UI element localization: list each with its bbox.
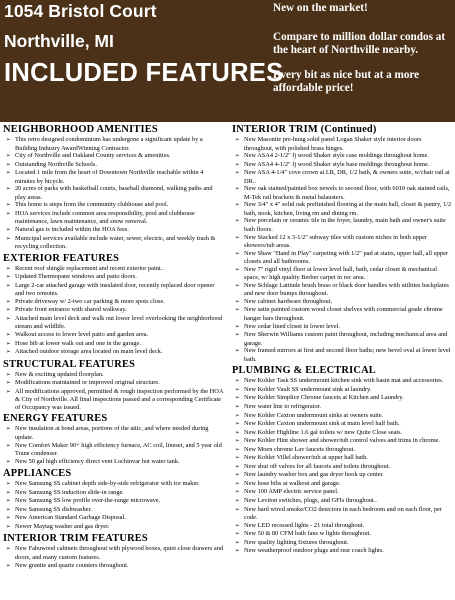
feature-item (232, 185, 452, 201)
feature-item (3, 562, 224, 571)
arrow-bullet-icon: ➢ (235, 548, 240, 555)
feature-item (232, 136, 452, 152)
arrow-bullet-icon: ➢ (235, 489, 240, 496)
feature-text: Private front entrance with shared walkway. (15, 306, 127, 314)
arrow-bullet-icon: ➢ (6, 523, 11, 530)
arrow-bullet-icon: ➢ (235, 307, 240, 314)
feature-text: New oak stained/painted box newels to second floor, with 6010 oak stained rails, M-Tek rail brackets & metal balausters. (244, 185, 450, 201)
feature-item (3, 523, 224, 532)
feature-text: New weatherproof outdoor plugs and rear coach lights. (244, 547, 384, 555)
header-banner (0, 0, 455, 122)
feature-item (3, 273, 224, 282)
arrow-bullet-icon: ➢ (235, 298, 240, 305)
feature-text: New LED recessed lights - 21 total throughout. (244, 521, 365, 529)
feature-text: New Sherwin Williams custom paint throughout, including mechanical area and garage. (244, 331, 448, 347)
arrow-bullet-icon: ➢ (235, 472, 240, 479)
arrow-bullet-icon: ➢ (6, 315, 11, 322)
feature-item (232, 403, 452, 412)
feature-text: New 50 & 80 CFM bath fans w lights throughout. (244, 530, 371, 538)
feature-text: Attached outdoor storage area located on main level deck. (15, 348, 163, 356)
feature-item (232, 298, 452, 307)
feature-text: Natural gas is included within the HOA fees. (15, 226, 129, 234)
feature-list (3, 371, 224, 412)
arrow-bullet-icon: ➢ (235, 446, 240, 453)
feature-text: New 50 gal high efficiency direct vent Lochinvar hot water tank. (15, 457, 180, 465)
arrow-bullet-icon: ➢ (235, 539, 240, 546)
arrow-bullet-icon: ➢ (6, 161, 11, 168)
feature-text: New hose bibs at walkout and garage. (244, 479, 341, 487)
feature-item (232, 530, 452, 539)
tagline-compare: Compare to million dollar condos at the heart of Northville nearby. (273, 31, 446, 56)
feature-text: City of Northville and Oakland County services & amenities. (15, 152, 171, 160)
feature-item (232, 446, 452, 455)
arrow-bullet-icon: ➢ (235, 480, 240, 487)
feature-item (232, 306, 452, 322)
feature-item (232, 386, 452, 395)
feature-item (3, 514, 224, 523)
arrow-bullet-icon: ➢ (6, 481, 11, 488)
feature-text: New Samsung SS low profile over-the-range microwave. (15, 497, 161, 505)
feature-text: Municipal services available include water, sewer, electric, and weekly trash & recycling collection. (15, 234, 216, 251)
arrow-bullet-icon: ➢ (6, 186, 11, 193)
feature-item (3, 315, 224, 331)
feature-item (3, 506, 224, 515)
feature-text: Located 1 mile from the heart of Downtown Northville reachable within 4 minutes by bicycle. (15, 169, 204, 185)
feature-item (232, 161, 452, 170)
address-line-2: Northville, MI (4, 31, 114, 51)
arrow-bullet-icon: ➢ (6, 340, 11, 347)
arrow-bullet-icon: ➢ (6, 153, 11, 160)
arrow-bullet-icon: ➢ (235, 153, 240, 160)
feature-item (3, 331, 224, 340)
feature-item (232, 394, 452, 403)
feature-text: Outstanding Northville Schools. (15, 160, 97, 168)
feature-item (232, 234, 452, 250)
arrow-bullet-icon: ➢ (235, 332, 240, 339)
feature-text: New quality lighting fixtures throughout. (244, 538, 349, 546)
arrow-bullet-icon: ➢ (6, 170, 11, 177)
arrow-bullet-icon: ➢ (6, 458, 11, 465)
feature-text: Hose bib at lower walk out and one in the garage. (15, 339, 141, 347)
arrow-bullet-icon: ➢ (235, 218, 240, 225)
feature-text: Newer Maytag washer and gas dryer. (15, 522, 110, 530)
feature-item (232, 471, 452, 480)
feature-list (3, 425, 224, 466)
feature-text: New Kohler Caxton undermount sinks at owners suite. (244, 411, 384, 419)
section-heading-exterior-features: EXTERIOR FEATURES (3, 252, 120, 264)
feature-text: New framed mirrors at first and second floor baths; new bevel oval at lower level bath. (244, 347, 451, 363)
feature-list (3, 480, 224, 531)
arrow-bullet-icon: ➢ (6, 227, 11, 234)
feature-item (232, 437, 452, 446)
feature-text: New Kohler Hint shower and shower/tub control valves and trims in chrome. (244, 437, 440, 445)
feature-list (3, 136, 224, 251)
feature-list (232, 377, 452, 555)
feature-text: New Samsung SS induction slide-in range. (15, 488, 124, 496)
feature-text: New Kohler Simplice Chrome faucets at Kitchen and Laundry. (244, 394, 404, 402)
feature-item (3, 282, 224, 298)
feature-text: New water line to refrigerator. (244, 402, 321, 410)
feature-text: 20 acres of parks with basketball courts, baseball diamond, walking paths and play areas. (15, 185, 213, 201)
arrow-bullet-icon: ➢ (235, 429, 240, 436)
arrow-bullet-icon: ➢ (235, 266, 240, 273)
arrow-bullet-icon: ➢ (6, 498, 11, 505)
feature-item (3, 480, 224, 489)
arrow-bullet-icon: ➢ (235, 531, 240, 538)
feature-text: New hard wired smoke/CO2 detectors in each bedroom and on each floor, per code. (244, 505, 442, 522)
arrow-bullet-icon: ➢ (235, 202, 240, 209)
feature-item (3, 340, 224, 349)
feature-text: New Fabuwood cabinets throughout with plywood boxes, quiet close drawers and doors, and many custom features. (15, 545, 224, 561)
feature-text: New Schlage Latitude brush brass or black door handles with utilities backplates and new door bumps throughout. (244, 281, 449, 298)
arrow-bullet-icon: ➢ (235, 412, 240, 419)
feature-text: New Moen chrome Lav faucets throughout. (244, 445, 355, 453)
feature-list (3, 265, 224, 357)
feature-item (3, 152, 224, 161)
feature-text: New American Standard Garbage Disposal. (15, 514, 126, 522)
feature-text: New Samsung SS dishwasher. (15, 505, 92, 513)
feature-text: New Kohler Caxton undermount sink at main level half bath. (244, 420, 400, 428)
feature-item (3, 169, 224, 185)
feature-item (3, 545, 224, 561)
feature-item (232, 250, 452, 266)
feature-text: New & exciting updated floorplan. (15, 370, 104, 378)
feature-item (3, 201, 224, 210)
feature-item (232, 331, 452, 347)
arrow-bullet-icon: ➢ (235, 250, 240, 257)
section-heading-plumbing-electrical: PLUMBING & ELECTRICAL (232, 365, 376, 377)
feature-text: New Stacked 12 x 3-1/2" subway tiles with custom niches in both upper showers/tub areas. (244, 233, 428, 250)
feature-item (3, 348, 224, 357)
feature-item (3, 306, 224, 315)
feature-text: New 100 AMP electric service panel. (244, 488, 339, 496)
feature-item (3, 210, 224, 226)
feature-item (232, 463, 452, 472)
feature-item (3, 371, 224, 380)
feature-item (3, 235, 224, 251)
feature-item (232, 497, 452, 506)
feature-text: New Comfort Maker 90+ high efficiency furnace, AC coil, lineset, and 5 year old Trane condenser. (15, 441, 222, 458)
right-column (232, 122, 452, 556)
feature-item (232, 347, 452, 363)
feature-item (232, 522, 452, 531)
arrow-bullet-icon: ➢ (6, 202, 11, 209)
feature-text: Updated Thermopane windows and patio doors. (15, 273, 137, 281)
feature-item (3, 298, 224, 307)
arrow-bullet-icon: ➢ (6, 235, 11, 242)
arrow-bullet-icon: ➢ (235, 161, 240, 168)
feature-text: New 3/4" x 4" solid oak prefinished flooring at the main hall, closet & pantry, 1/2 bath, nook, kitchen, living rm and dining rm. (244, 201, 452, 217)
feature-text: New Kohler Villel shower/tub at upper hall bath. (244, 454, 368, 462)
arrow-bullet-icon: ➢ (235, 403, 240, 410)
feature-item (3, 185, 224, 201)
feature-text: New Samsung SS cabinet depth side-by-side refrigerator with ice maker. (15, 480, 200, 488)
feature-text: HOA services include common area responsibility, pool and clubhouse maintenance, lawn maintenance, and snow removal. (15, 209, 195, 226)
arrow-bullet-icon: ➢ (6, 388, 11, 395)
arrow-bullet-icon: ➢ (6, 210, 11, 217)
feature-text: New Kohler Highline 1.6 gal toilets w/ new Quite Close seats. (244, 428, 403, 436)
arrow-bullet-icon: ➢ (6, 137, 11, 143)
arrow-bullet-icon: ➢ (235, 522, 240, 529)
feature-item (3, 161, 224, 170)
feature-text: Large 2-car attached garage with insulated door, recently replaced door opener and two remotes. (15, 281, 215, 298)
feature-text: New Leviton switches, plugs, and GFIs throughout.. (244, 496, 377, 504)
feature-text: Attached main level deck and walk out lower level overlooking the neighborhood stream and wildlife. (15, 314, 223, 331)
feature-text: New insulation at bond areas, portions of the attic, and where needed during update. (15, 425, 209, 441)
arrow-bullet-icon: ➢ (6, 274, 11, 281)
feature-item (232, 420, 452, 429)
feature-item (232, 480, 452, 489)
feature-item (232, 377, 452, 386)
feature-text: All modifications approved, permitted & rough inspection performed by the HOA & City of Northville. All final inspections passed and a corresponding Certificate of Occupancy was issued. (15, 387, 224, 411)
section-heading-neighborhood-amenities: NEIGHBORHOOD AMENITIES (3, 124, 158, 135)
feature-item (3, 489, 224, 498)
feature-item (232, 282, 452, 298)
feature-text: New shut off valves for all faucets and toilets throughout. (244, 462, 391, 470)
arrow-bullet-icon: ➢ (6, 546, 11, 553)
arrow-bullet-icon: ➢ (235, 386, 240, 393)
arrow-bullet-icon: ➢ (6, 349, 11, 356)
feature-item (3, 497, 224, 506)
feature-item (3, 458, 224, 467)
arrow-bullet-icon: ➢ (235, 421, 240, 428)
feature-item (232, 547, 452, 556)
feature-list (232, 136, 452, 363)
feature-item (232, 266, 452, 282)
arrow-bullet-icon: ➢ (235, 170, 240, 177)
feature-item (232, 488, 452, 497)
feature-text: Private driveway w/ 2-two car parking & more spots close. (15, 297, 165, 305)
arrow-bullet-icon: ➢ (6, 442, 11, 449)
feature-text: New Shaw "Hand in Play" carpeting with 1/2" pad at stairs, upper hall, all upper closets and all bathrooms. (244, 249, 449, 266)
section-heading-interior-trim-features: INTERIOR TRIM FEATURES (3, 533, 148, 545)
feature-text: New porcelain or ceramic tile in the foyer, laundry, main bath and owner's suite bath floors. (244, 217, 446, 234)
feature-text: Recent roof shingle replacement and recent exterior paint.. (15, 264, 164, 272)
feature-text: New ASA4 4-1/2" fj wood Shaker style base moldings throughout home. (244, 160, 430, 168)
arrow-bullet-icon: ➢ (235, 455, 240, 462)
feature-item (3, 136, 224, 152)
feature-item (232, 454, 452, 463)
feature-item (3, 442, 224, 458)
page-title: INCLUDED FEATURES (4, 59, 284, 87)
left-column (3, 122, 224, 570)
arrow-bullet-icon: ➢ (6, 307, 11, 314)
arrow-bullet-icon: ➢ (6, 562, 11, 569)
arrow-bullet-icon: ➢ (235, 137, 240, 143)
feature-text: New 7" rigid vinyl floor at lower level hall, bath, cedar closet & mechanical space, w/ high quality Berber carpet in rec area. (244, 265, 438, 282)
feature-item (232, 152, 452, 161)
feature-text: Walkout access to lower level patio and garden area. (15, 331, 149, 339)
feature-text: New Kohler Vault SS undermount sink at laundry. (244, 385, 372, 393)
feature-item (3, 388, 224, 412)
arrow-bullet-icon: ➢ (235, 348, 240, 355)
feature-text: New Kohler Task SS undermount kitchen sink with basin mat and accessories. (244, 377, 444, 385)
arrow-bullet-icon: ➢ (6, 298, 11, 305)
feature-item (232, 217, 452, 233)
arrow-bullet-icon: ➢ (235, 378, 240, 385)
arrow-bullet-icon: ➢ (235, 186, 240, 193)
address-line-1: 1054 Bristol Court (4, 1, 157, 21)
tagline-new: New on the market! (273, 2, 368, 14)
arrow-bullet-icon: ➢ (235, 438, 240, 445)
arrow-bullet-icon: ➢ (235, 395, 240, 402)
feature-item (232, 201, 452, 217)
arrow-bullet-icon: ➢ (235, 506, 240, 513)
arrow-bullet-icon: ➢ (235, 282, 240, 289)
feature-item (3, 379, 224, 388)
arrow-bullet-icon: ➢ (6, 506, 11, 513)
arrow-bullet-icon: ➢ (6, 282, 11, 289)
arrow-bullet-icon: ➢ (235, 497, 240, 504)
tagline-affordable: Every bit as nice but at a more affordable price! (273, 69, 420, 94)
feature-item (3, 425, 224, 441)
feature-text: New cabinet hardware throughout. (244, 297, 333, 305)
feature-item (3, 265, 224, 274)
feature-list (3, 545, 224, 570)
feature-item (232, 412, 452, 421)
feature-text: New cedar lined closet in lower level. (244, 322, 340, 330)
section-heading-structural-features: STRUCTURAL FEATURES (3, 358, 136, 370)
feature-item (232, 506, 452, 522)
feature-text: This home is steps from the community clubhouse and pool. (15, 201, 169, 209)
feature-text: This retro designed condominium has undergone a significant update by a Building Industry AwardWinning Contractor. (15, 136, 203, 152)
arrow-bullet-icon: ➢ (6, 426, 11, 433)
arrow-bullet-icon: ➢ (235, 323, 240, 330)
feature-text: New satin painted custom wood closet shelves with commercial grade chrome hanger bars throughout. (244, 306, 443, 323)
feature-item (232, 429, 452, 438)
feature-item (232, 169, 452, 185)
arrow-bullet-icon: ➢ (6, 489, 11, 496)
arrow-bullet-icon: ➢ (6, 515, 11, 522)
arrow-bullet-icon: ➢ (6, 265, 11, 272)
feature-text: New granite and quartz counters throughout. (15, 561, 129, 569)
feature-item (232, 539, 452, 548)
arrow-bullet-icon: ➢ (6, 371, 11, 378)
section-heading-interior-trim-continued: INTERIOR TRIM (Continued) (232, 124, 377, 135)
arrow-bullet-icon: ➢ (235, 463, 240, 470)
feature-text: Modifications maintained or improved original structure. (15, 379, 160, 387)
section-heading-appliances: APPLIANCES (3, 468, 72, 480)
arrow-bullet-icon: ➢ (6, 332, 11, 339)
feature-item (3, 226, 224, 235)
feature-text: New Masonite pre-hung solid panel Logan Shaker style interior doors throughout, with polished brass hinges. (244, 136, 422, 152)
section-heading-energy-features: ENERGY FEATURES (3, 413, 108, 425)
feature-text: New ASA4 2-1/2" fj wood Shaker style case moldings throughout home. (244, 152, 429, 160)
feature-text: New ASA 4-1/4" cove crown at LR, DR, 1/2 bath, & owners suite, w/chair rail at DR.. (244, 169, 450, 185)
feature-text: New laundry washer box and gas dryer hook up center. (244, 471, 384, 479)
arrow-bullet-icon: ➢ (235, 234, 240, 241)
arrow-bullet-icon: ➢ (6, 380, 11, 387)
feature-item (232, 323, 452, 332)
